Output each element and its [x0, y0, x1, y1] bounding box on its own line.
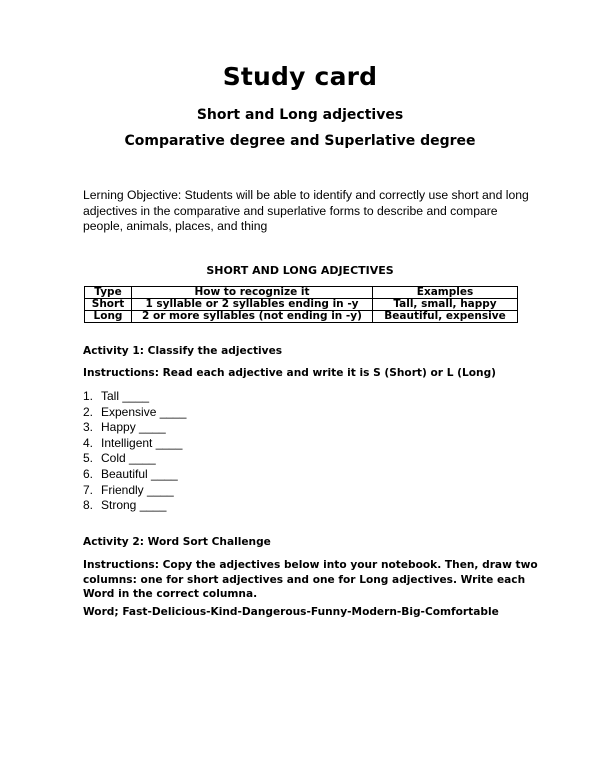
list-item: [83, 389, 186, 405]
table-row: [85, 299, 518, 311]
subtitle-short-long: Short and Long adjectives: [196, 107, 404, 123]
instructions-line: Instructions: Copy the adjectives below into your notebook. Then, draw two: [83, 559, 538, 571]
item-number: 4.: [83, 435, 94, 450]
table-row: [85, 311, 518, 323]
item-number: 8.: [83, 498, 94, 513]
subtitle-degrees: Comparative degree and Superlative degree: [124, 133, 476, 149]
item-text: Expensive ____: [101, 404, 187, 419]
item-text: Cold ____: [101, 451, 156, 466]
activity2-instructions: [83, 558, 543, 602]
table-cell: Beautiful, expensive: [373, 311, 518, 323]
activity1-instructions: Instructions: Read each adjective and write it is S (Short) or L (Long): [83, 367, 496, 379]
item-number: 7.: [83, 482, 94, 497]
table-cell: Tall, small, happy: [373, 299, 518, 311]
objective-line: Lerning Objective: Students will be able to identify and correctly use short and long: [83, 188, 529, 202]
item-number: 5.: [83, 451, 94, 466]
item-text: Strong ____: [101, 498, 167, 513]
item-number: 2.: [83, 404, 94, 419]
objective-line: adjectives in the comparative and superlative forms to describe and compare: [83, 203, 498, 218]
item-text: Intelligent ____: [101, 435, 183, 450]
word-list: Word; Fast-Delicious-Kind-Dangerous-Funny-Modern-Big-Comfortable: [83, 606, 499, 618]
item-number: 1.: [83, 389, 94, 403]
item-text: Happy ____: [101, 420, 166, 435]
instructions-line: Word in the correct columna.: [83, 588, 258, 600]
column-header-type: Type: [85, 287, 132, 299]
objective-line: people, animals, places, and thing: [83, 219, 268, 233]
adjective-list: [83, 389, 186, 514]
learning-objective: [83, 188, 533, 235]
table-cell: 2 or more syllables (not ending in -y): [132, 311, 373, 323]
activity2-heading: Activity 2: Word Sort Challenge: [83, 536, 271, 548]
list-item: [83, 451, 186, 467]
adjectives-table: [84, 286, 518, 323]
page-title: Study card: [222, 62, 378, 91]
list-item: [83, 467, 186, 483]
item-number: 6.: [83, 466, 94, 481]
list-item: [83, 436, 186, 452]
instructions-line: columns: one for short adjectives and one for Long adjectives. Write each: [83, 573, 526, 586]
column-header-recognize: How to recognize it: [132, 287, 373, 299]
activity1-heading: Activity 1: Classify the adjectives: [83, 345, 283, 357]
table-cell: Long: [85, 311, 132, 323]
table-header-row: [85, 287, 518, 299]
table-cell: 1 syllable or 2 syllables ending in -y: [132, 299, 373, 311]
item-text: Friendly ____: [101, 482, 174, 497]
item-number: 3.: [83, 420, 94, 435]
list-item: [83, 420, 186, 436]
table-cell: Short: [85, 299, 132, 311]
column-header-examples: Examples: [373, 287, 518, 299]
table-heading: SHORT AND LONG ADJECTIVES: [206, 264, 394, 277]
item-text: Tall ____: [101, 389, 150, 403]
item-text: Beautiful ____: [101, 466, 178, 481]
list-item: [83, 498, 186, 514]
list-item: [83, 483, 186, 499]
list-item: [83, 405, 186, 421]
